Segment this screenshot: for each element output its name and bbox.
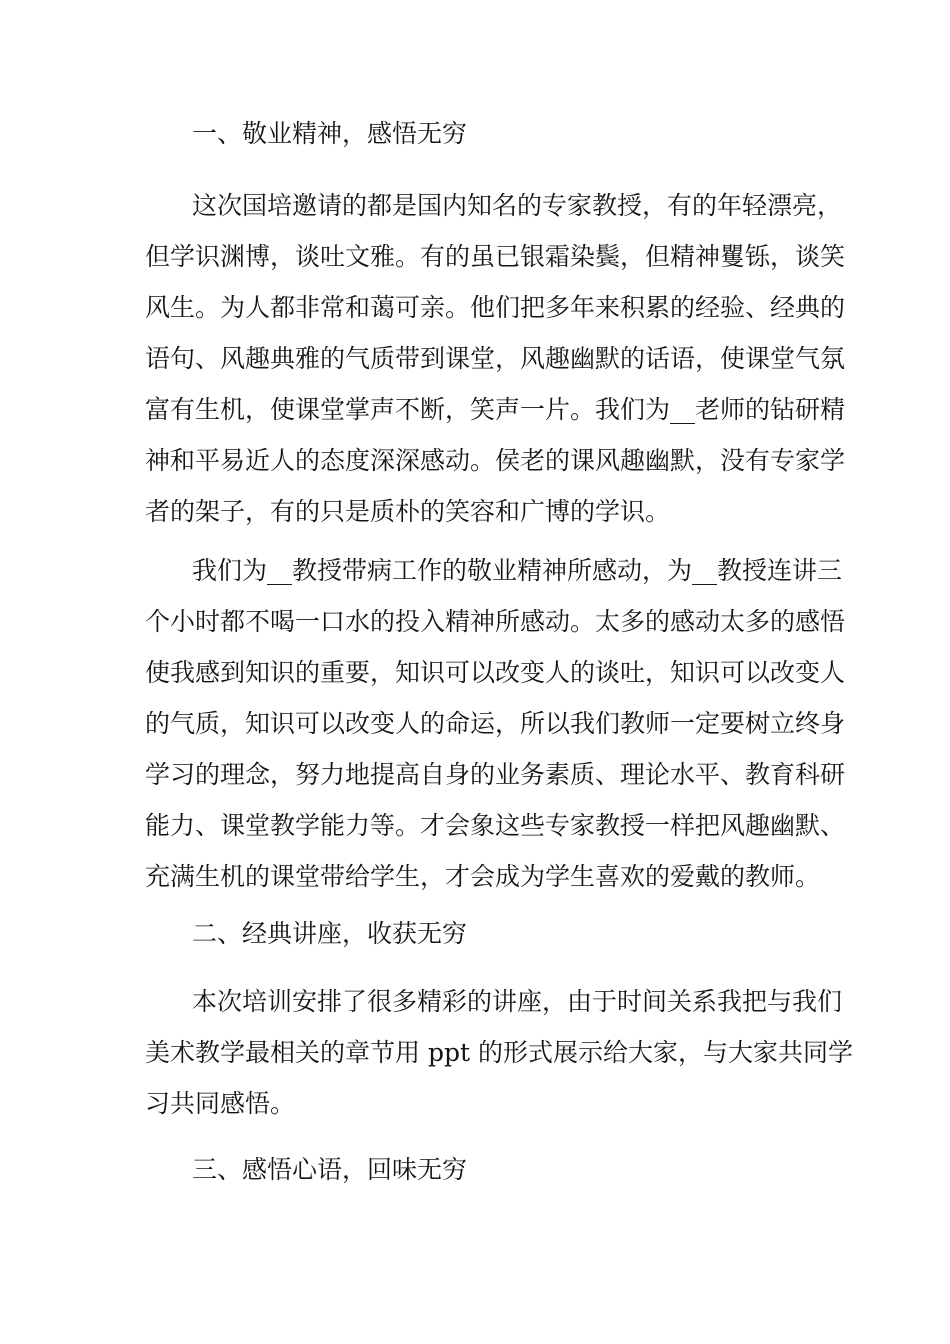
text-line: 但学识渊博，谈吐文雅。有的虽已银霜染鬓，但精神矍铄，谈笑: [145, 242, 846, 271]
paragraph-lectures: [145, 976, 853, 1129]
text-line: 美术教学最相关的章节用 ppt 的形式展示给大家，与大家共同学: [145, 1038, 853, 1067]
text-line: 充满生机的课堂带给学生，才会成为学生喜欢的爱戴的教师。: [145, 862, 821, 891]
section-heading-1: 一、敬业精神，感悟无穷: [192, 119, 468, 148]
text-line: 语句、风趣典雅的气质带到课堂，风趣幽默的话语，使课堂气氛: [145, 344, 846, 373]
text-line: 者的架子，有的只是质朴的笑容和广博的学识。: [145, 497, 671, 526]
text-line: 富有生机，使课堂掌声不断，笑声一片。我们为__老师的钻研精: [145, 395, 846, 424]
text-line: 个小时都不喝一口水的投入精神所感动。太多的感动太多的感悟: [145, 607, 846, 636]
text-line: 这次国培邀请的都是国内知名的专家教授，有的年轻漂亮，: [192, 191, 843, 220]
text-line: 神和平易近人的态度深深感动。侯老的课风趣幽默，没有专家学: [145, 446, 846, 475]
text-line: 风生。为人都非常和蔼可亲。他们把多年来积累的经验、经典的: [145, 293, 846, 322]
text-line: 我们为__教授带病工作的敬业精神所感动，为__教授连讲三: [192, 556, 843, 585]
paragraph-experts: [145, 180, 846, 537]
text-line: 使我感到知识的重要，知识可以改变人的谈吐，知识可以改变人: [145, 658, 846, 687]
text-line: 本次培训安排了很多精彩的讲座，由于时间关系我把与我们: [192, 987, 843, 1016]
text-line: 习共同感悟。: [145, 1089, 296, 1118]
paragraph-dedication: [145, 545, 846, 902]
text-line: 能力、课堂教学能力等。才会象这些专家教授一样把风趣幽默、: [145, 811, 846, 840]
section-heading-2: 二、经典讲座，收获无穷: [192, 919, 468, 948]
text-line: 的气质，知识可以改变人的命运，所以我们教师一定要树立终身: [145, 709, 846, 738]
text-line: 学习的理念，努力地提高自身的业务素质、理论水平、教育科研: [145, 760, 846, 789]
section-heading-3: 三、感悟心语，回味无穷: [192, 1155, 468, 1184]
